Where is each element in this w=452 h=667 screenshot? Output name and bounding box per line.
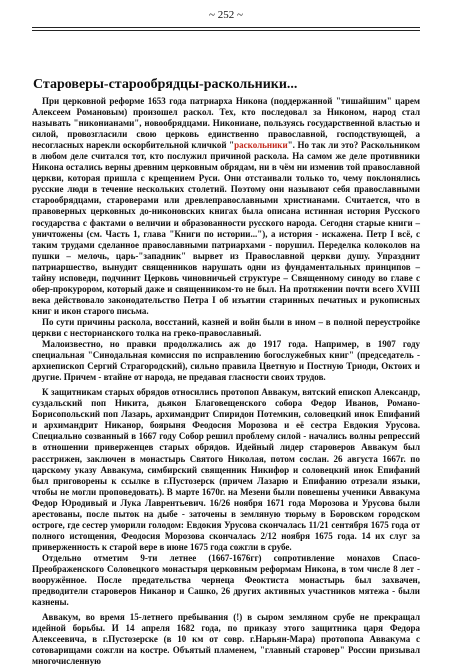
paragraph	[32, 553, 420, 608]
paragraph	[32, 339, 420, 383]
page-title: Староверы-старообрядцы-раскольники...	[33, 77, 298, 92]
paragraph-text: Аввакум, во время 15-летнего пребывания (!) в сыром земляном срубе не прекращал идейной борьбы. И 14 апреля 1682 года, по приказу этого защитника царя Федора Алексеевича, в г.Пустозерске (в 10 км от совр. г.Нарьян-Мара) протопопа Аввакума с сотоварищами сожгли на костре. Объятый пламенем, "главный старовер" России призывал многочисленную	[32, 612, 420, 667]
paragraph-text: При церковной реформе 1653 года патриарха Никона (поддержанной "тишайшим" царем Алексеем Романовым) произошел раскол. Тех, кто последовал за Никоном, народ стал называть "никонианами", новообрядцами. Никониане, пользуясь государственной властью и силой, провозгласили свою церковь единственно православной, господствующей, а несогласных нарекли оскорбительной кличкой "	[32, 96, 420, 151]
paragraph-text: К защитникам старых обрядов относились протопоп Аввакум, вятский епископ Александр, суздальский поп Никита, дьякон Благовещенского собора Федор Иванов, Романо-Борисопольский поп Лазарь, архимандрит Спиридон Потемкин, соловецкий инок Епифаний и архимандрит Никанор, боярыня Феодосия Морозова и её сестра Евдокия Урусова. Специально созванный в 1667 году Собор решил проблему силой - начались волны репрессий в отношении приверженцев старых обрядов. Идейный лидер староверов Аввакум был расстрижен, заключен в монастырь Святого Николая, потом сослан. 26 августа 1667г. по царскому указу Аввакума, симбирский священник Никифор и соловецкий инок Епифаний был приговорены к ссылке в г.Пустозерск (причем Лазарю и Епифанию отрезали языки, чтобы не могли проповедовать). В марте 1670г. на Мезени были повешены ученики Аввакума Федор Юродивый и Лука Лаврентьевич. 16/26 ноября 1671 года Морозова и Урусова были арестованы, после пыток на дыбе - заточены в земляную тюрьму в Боровском городском остроге, где сестер уморили голодом: Евдокия Урусова скончалась 11/21 сентября 1675 года от полного истощения, Феодосия Морозова скончалась 2/12 ноября 1675 года. 14 их слуг за приверженность к старой вере в июне 1675 года сожгли в срубе.	[32, 387, 420, 552]
paragraph	[32, 317, 420, 339]
article-body	[32, 96, 420, 667]
paragraph-text: Малоизвестно, но правки продолжались аж до 1917 года. Например, в 1907 году специальная "Синодальная комиссия по исправлению богослужебных книг" (председатель - архиепископ Сергий Страгородский), сильно правила Цветную и Постную Триоди, Октоих и другие. Причем - втайне от народа, не предавая гласности своих трудов.	[32, 339, 420, 383]
paragraph-text: ". Но так ли это? Раскольником в любом деле считался тот, кто послужил причиной раскола. На самом же деле противники Никона остались верны древним церковным обрядам, ни в чём ни изменив той православной церкви, которая пришла с крещением Руси. Они отстаивали только то, чему поклонялись русские люди в течение нескольких столетий. Поэтому они называют себя православными старообрядцами, староверами или древлеправославными христианами. Считается, что в правоверных церковных до-никоновских книгах была описана истинная история Русского государства с фактами о величии и образованности русского народа. Сегодня старые книги – уничтожены (см. Часть 1, глава "Книги по истории..."), а история - искажена. Петр I всё, с таким трудами сделанное православными патриархами - порушил. Переделка колоколов на пушки – мелочь, царь-"западник" вырвет из Православной церкви душу. Упразднит патриаршество, вынудит священников нарушать одни из фундаментальных принципов – тайну исповеди, подчинит Церковь чиновничьей структуре – Священному синоду во главе с обер-прокурором, который даже и священником-то не был. На протяжении почти всего XVIII века действовало законодательство Петра I об изъятии старинных печатных и рукописных книг и икон старого письма.	[32, 140, 420, 316]
header-rule-bottom	[32, 30, 420, 31]
paragraph	[32, 387, 420, 553]
paragraph-text: По сути причины раскола, восстаний, казней и войн были в ином – в полной переустройке церкви с несторианского толка на греко-православный.	[32, 316, 420, 338]
page-number: ~ 252 ~	[209, 9, 243, 21]
header-rule-top	[32, 27, 420, 28]
paragraph	[32, 96, 420, 317]
highlighted-term: раскольники	[234, 140, 288, 151]
paragraph-text: Отдельно отметим 9-ти летнее (1667-1676гг) сопротивление монахов Спасо-Преображенского Соловецкого монастыря церковным реформам Никона, в том числе 8 лет - вооружённое. После предательства чернеца Феоктиста монастырь был захвачен, предводители староверов Никанор и Сашко, 26 других активных участников мятежа - были казнены.	[32, 552, 420, 608]
